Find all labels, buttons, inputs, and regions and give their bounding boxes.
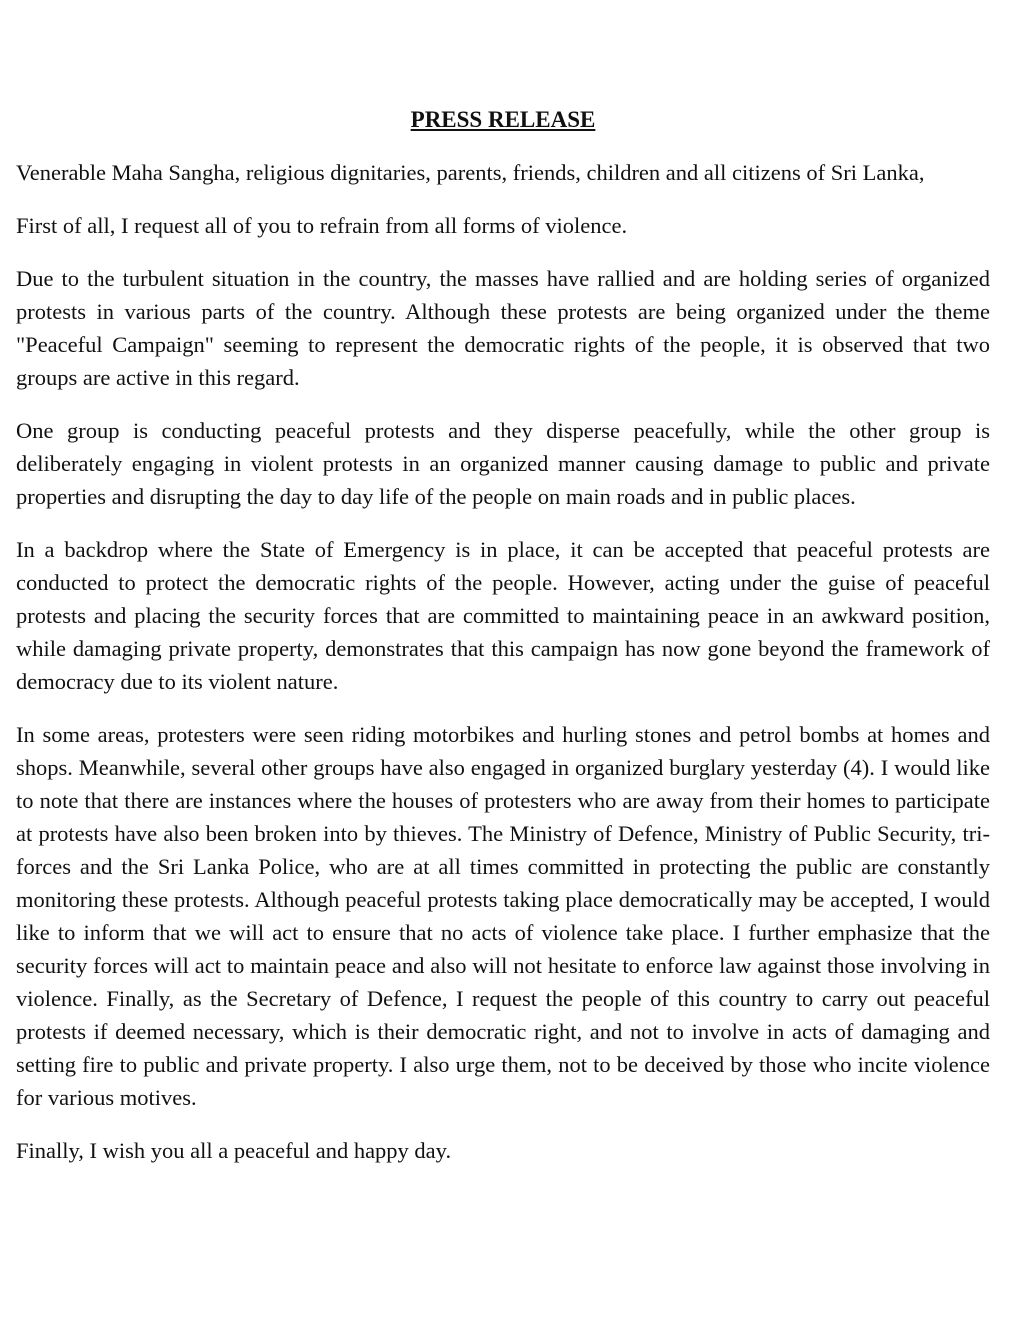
closing-paragraph: Finally, I wish you all a peaceful and happy day.: [16, 1138, 452, 1163]
request-paragraph: First of all, I request all of you to refrain from all forms of violence.: [16, 213, 628, 238]
document-title: PRESS RELEASE: [410, 107, 596, 132]
emergency-paragraph: In a backdrop where the State of Emergency is in place, it can be accepted that peaceful protests are conducted to protect the democratic rights of the people. However, acting under the guise of peaceful protests and placing the security forces that are committed to maintaining peace in an awkward position, while damaging private property, demonstrates that this campaign has now gone beyond the framework of democracy due to its violent nature.: [16, 537, 990, 694]
press-release-page: [16, 103, 990, 1167]
incidents-paragraph: In some areas, protesters were seen riding motorbikes and hurling stones and petrol bombs at homes and shops. Meanwhile, several other groups have also engaged in organized burglary yesterday (4). I would like to note that there are instances where the houses of protesters who are away from their homes to participate at protests have also been broken into by thieves. The Ministry of Defence, Ministry of Public Security, tri-forces and the Sri Lanka Police, who are at all times committed in protecting the public are constantly monitoring these protests. Although peaceful protests taking place democratically may be accepted, I would like to inform that we will act to ensure that no acts of violence take place. I further emphasize that the security forces will act to maintain peace and also will not hesitate to enforce law against those involving in violence. Finally, as the Secretary of Defence, I request the people of this country to carry out peaceful protests if deemed necessary, which is their democratic right, and not to involve in acts of damaging and setting fire to public and private property. I also urge them, not to be deceived by those who incite violence for various motives.: [16, 722, 990, 1110]
groups-paragraph: One group is conducting peaceful protests and they disperse peacefully, while the other group is deliberately engaging in violent protests in an organized manner causing damage to public and private properties and disrupting the day to day life of the people on main roads and in public places.: [16, 418, 990, 509]
salutation-paragraph: Venerable Maha Sangha, religious dignitaries, parents, friends, children and all citizens of Sri Lanka,: [16, 160, 925, 185]
situation-paragraph: Due to the turbulent situation in the country, the masses have rallied and are holding series of organized protests in various parts of the country. Although these protests are being organized under the theme "Peaceful Campaign" seeming to represent the democratic rights of the people, it is observed that two groups are active in this regard.: [16, 266, 990, 390]
